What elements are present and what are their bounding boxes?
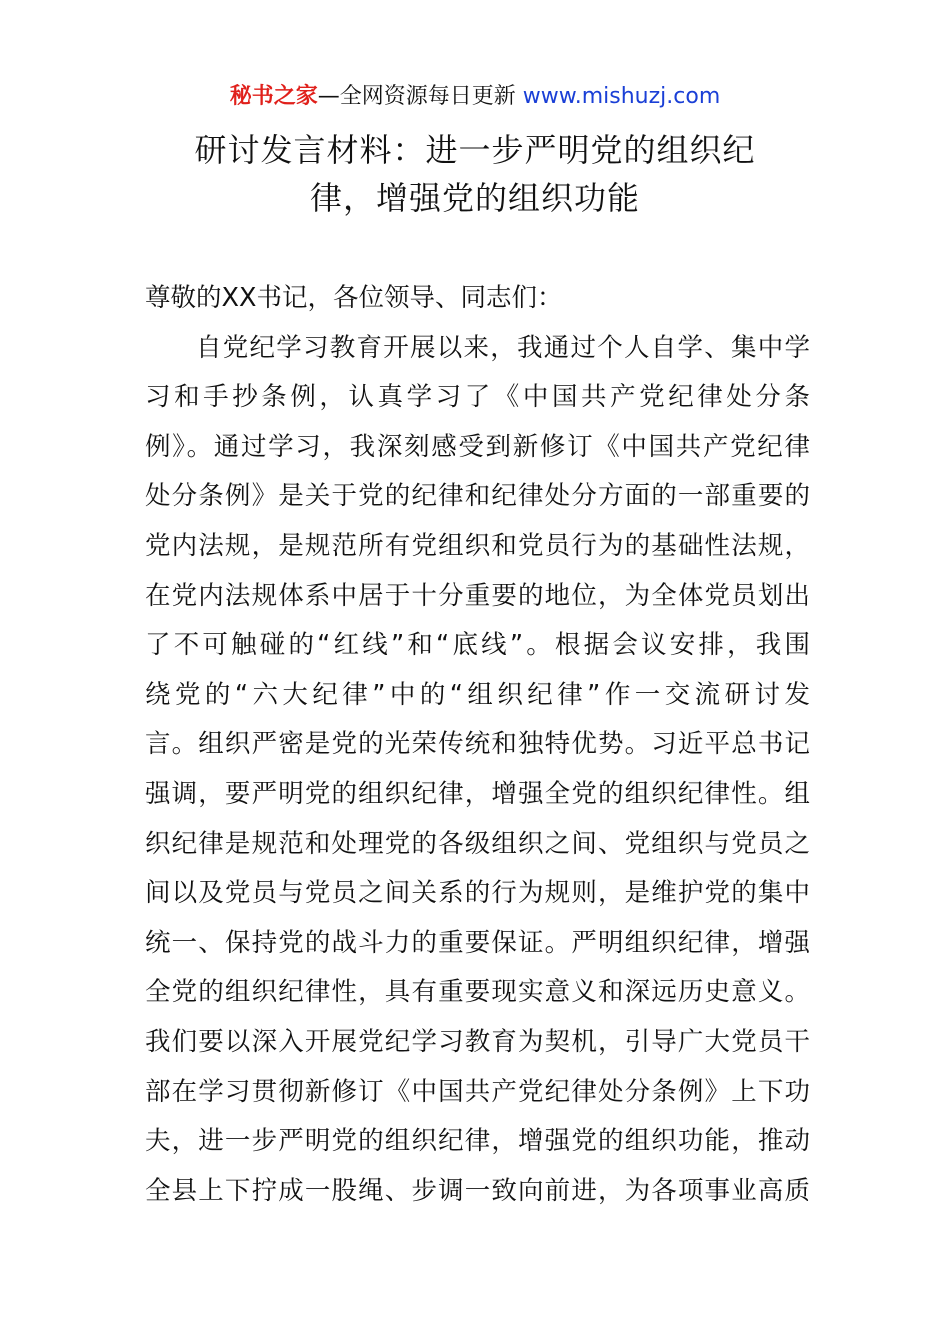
paragraph-line: 党内法规，是规范所有党组织和党员行为的基础性法规， — [145, 530, 810, 561]
site-url-link[interactable]: www.mishuzj.com — [522, 84, 721, 109]
paragraph-line: 在党内法规体系中居于十分重要的地位，为全体党员划出 — [145, 580, 810, 611]
paragraph-line: 处分条例》是关于党的纪律和纪律处分方面的一部重要的 — [145, 481, 810, 512]
paragraph-line: 我们要以深入开展党纪学习教育为契机，引导广大党员干 — [145, 1026, 810, 1057]
paragraph-line: 习和手抄条例，认真学习了《中国共产党纪律处分条 — [145, 382, 810, 413]
document-body — [145, 274, 810, 1216]
site-banner — [0, 82, 950, 112]
paragraph-line: 绕党的“六大纪律”中的“组织纪律”作一交流研讨发 — [145, 679, 810, 710]
paragraph-line: 了不可触碰的“红线”和“底线”。根据会议安排，我围 — [145, 630, 810, 661]
paragraph-line: 间以及党员与党员之间关系的行为规则，是维护党的集中 — [145, 878, 810, 909]
salutation: 尊敬的XX书记，各位领导、同志们： — [145, 283, 563, 313]
paragraph-line: 统一、保持党的战斗力的重要保证。严明组织纪律，增强 — [145, 927, 810, 958]
paragraph-line: 例》。通过学习，我深刻感受到新修订《中国共产党纪律 — [145, 431, 810, 462]
brand-name: 秘书之家 — [229, 84, 318, 109]
paragraph-line: 言。组织严密是党的光荣传统和独特优势。习近平总书记 — [145, 729, 810, 760]
paragraph-line: 自党纪学习教育开展以来，我通过个人自学、集中学 — [196, 332, 810, 363]
paragraph-line: 全党的组织纪律性，具有重要现实意义和深远历史意义。 — [145, 977, 810, 1008]
banner-tagline: —全网资源每日更新 — [317, 84, 516, 109]
paragraph-line: 全县上下拧成一股绳、步调一致向前进，为各项事业高质 — [145, 1175, 810, 1206]
paragraph-line: 织纪律是规范和处理党的各级组织之间、党组织与党员之 — [145, 828, 810, 859]
title-line-1: 研讨发言材料：进一步严明党的组织纪 — [194, 131, 756, 169]
title-line-2: 律，增强党的组织功能 — [309, 179, 640, 217]
document-title — [150, 126, 800, 222]
paragraph-line: 部在学习贯彻新修订《中国共产党纪律处分条例》上下功 — [145, 1076, 810, 1107]
paragraph-line: 强调，要严明党的组织纪律，增强全党的组织纪律性。组 — [145, 778, 810, 809]
paragraph-line: 夫，进一步严明党的组织纪律，增强党的组织功能，推动 — [145, 1126, 810, 1157]
